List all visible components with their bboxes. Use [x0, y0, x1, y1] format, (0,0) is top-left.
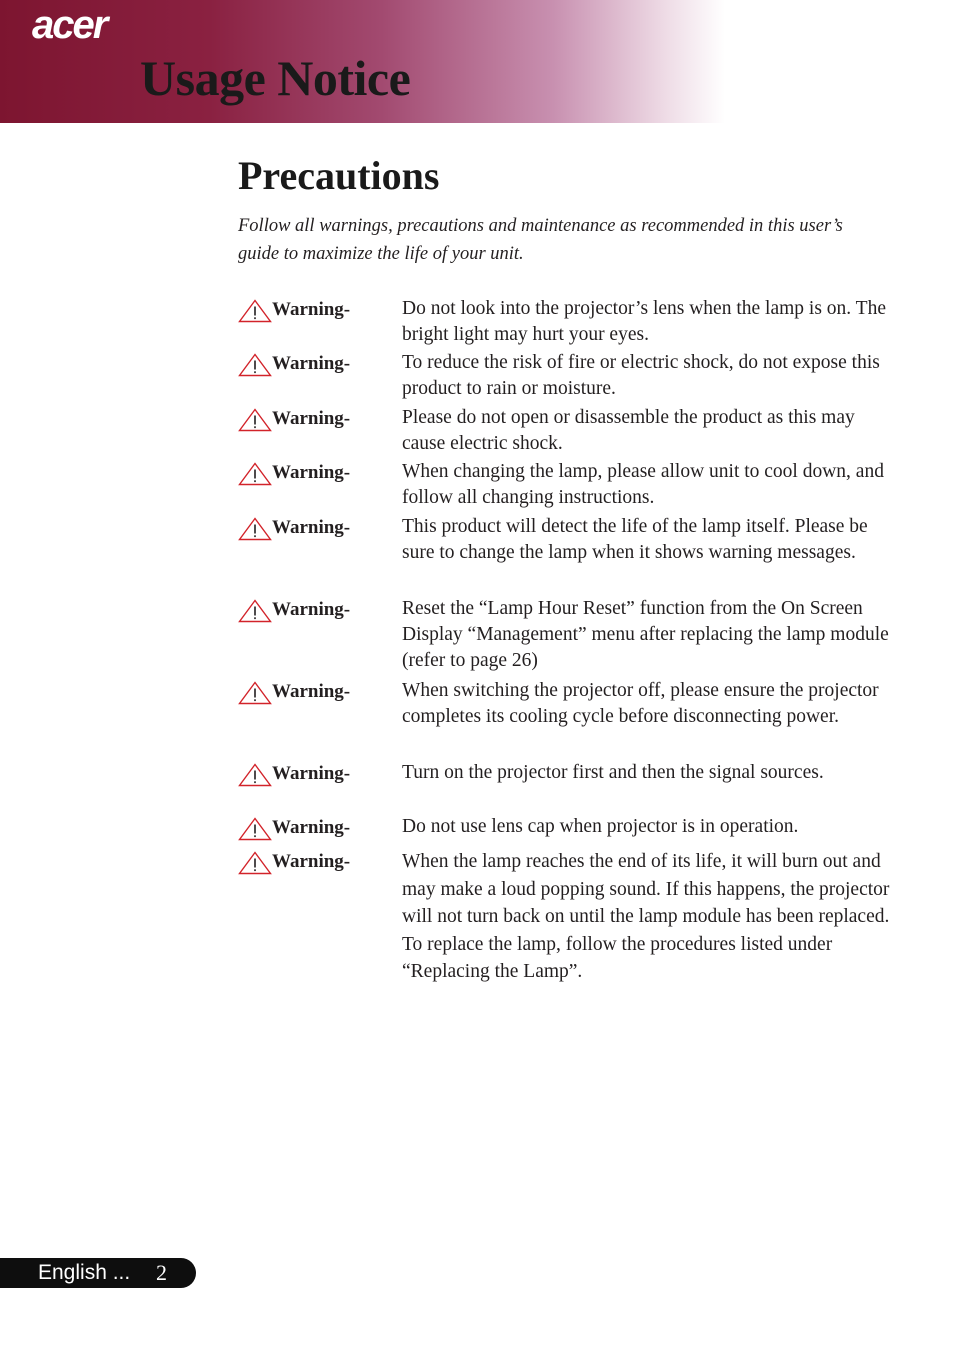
warning-text: When the lamp reaches the end of its life, it will burn out and may make a loud popping sound. If this happens, the projector will not turn back on until the lamp module has been replaced. To replace the lamp, follow the procedures listed under “Replacing the Lamp”.	[402, 851, 890, 982]
acer-logo: acer	[32, 3, 107, 47]
warning-text: When switching the projector off, please ensure the projector completes its cooling cycle before disconnecting power.	[402, 680, 879, 727]
section-title: Precautions	[238, 153, 440, 198]
warning-text: Reset the “Lamp Hour Reset” function from the On Screen Display “Management” menu after replacing the lamp module (refer to page 26)	[402, 598, 889, 671]
warning-text: This product will detect the life of the lamp itself. Please be sure to change the lamp when it shows warning messages.	[402, 516, 868, 563]
warning-triangle-icon	[238, 353, 272, 377]
warning-triangle-icon	[238, 462, 272, 486]
page-footer-tab	[0, 1258, 196, 1288]
warning-triangle-icon	[238, 408, 272, 432]
warning-text: Please do not open or disassemble the product as this may cause electric shock.	[402, 407, 855, 454]
warning-text: Do not look into the projector’s lens when the lamp is on. The bright light may hurt your eyes.	[402, 298, 886, 345]
warning-label: Warning-	[272, 462, 351, 483]
warning-text: When changing the lamp, please allow unit to cool down, and follow all changing instructions.	[402, 461, 884, 508]
warning-text: Do not use lens cap when projector is in operation.	[402, 816, 799, 837]
warning-triangle-icon	[238, 817, 272, 841]
page-title: Usage Notice	[140, 50, 411, 106]
warning-label: Warning-	[272, 517, 351, 538]
warning-triangle-icon	[238, 299, 272, 323]
warning-label: Warning-	[272, 408, 351, 429]
warning-text: Turn on the projector first and then the signal sources.	[402, 762, 824, 783]
intro-paragraph: Follow all warnings, precautions and maintenance as recommended in this user’s guide to maximize the life of your unit.	[238, 216, 843, 264]
warning-triangle-icon	[238, 681, 272, 705]
warning-label: Warning-	[272, 599, 351, 620]
warning-label: Warning-	[272, 851, 351, 872]
warning-triangle-icon	[238, 599, 272, 623]
warning-triangle-icon	[238, 851, 272, 875]
header-banner	[0, 0, 954, 123]
warning-triangle-icon	[238, 763, 272, 787]
warning-label: Warning-	[272, 817, 351, 838]
warning-label: Warning-	[272, 763, 351, 784]
warning-label: Warning-	[272, 681, 351, 702]
warning-triangle-icon	[238, 517, 272, 541]
footer-language: English ...	[38, 1261, 131, 1284]
warning-label: Warning-	[272, 353, 351, 374]
warning-label: Warning-	[272, 299, 351, 320]
warning-text: To reduce the risk of fire or electric shock, do not expose this product to rain or moisture.	[402, 352, 880, 399]
page-number: 2	[156, 1260, 167, 1285]
